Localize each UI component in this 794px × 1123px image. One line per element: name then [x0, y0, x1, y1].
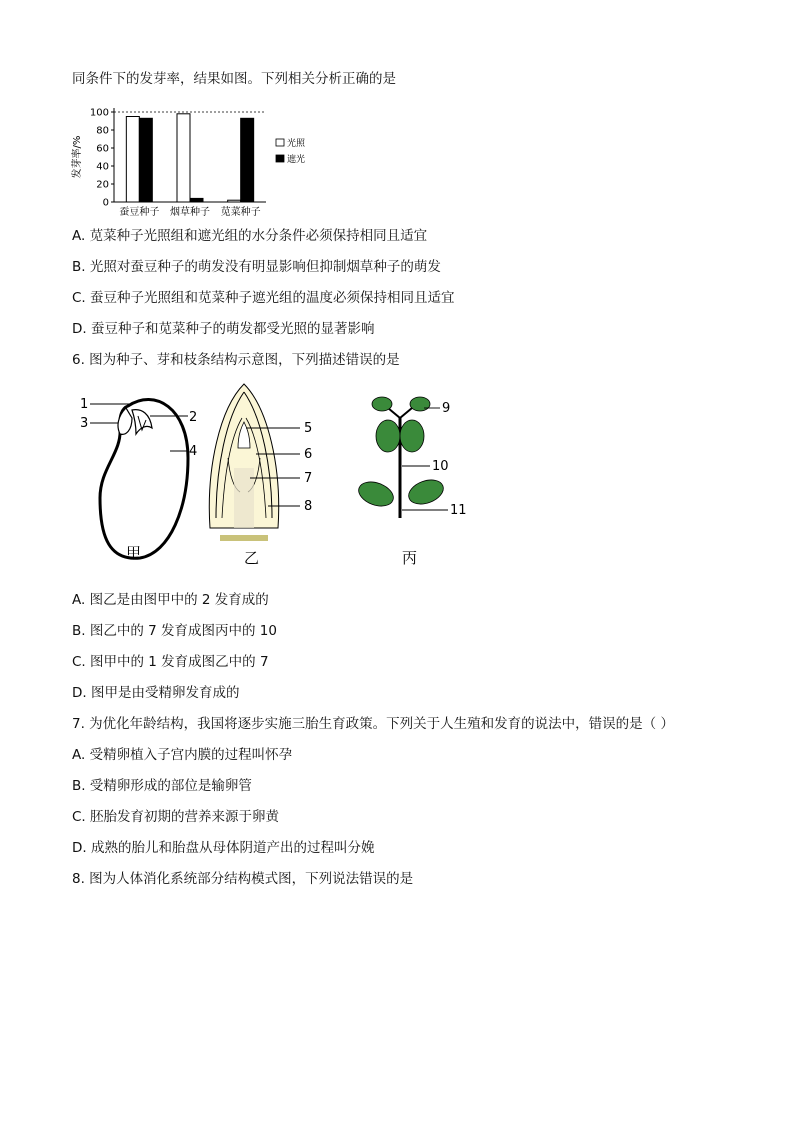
- chart-bar: [126, 117, 139, 203]
- chart-svg: [68, 98, 328, 223]
- q7-option-b: B. 受精卵形成的部位是输卵管: [72, 778, 252, 794]
- q7-option-a: A. 受精卵植入子宫内膜的过程叫怀孕: [72, 747, 293, 763]
- chart-bar: [241, 118, 254, 202]
- chart-legend-label: 遮光: [287, 155, 306, 165]
- q6-stem: 6. 图为种子、芽和枝条结构示意图，下列描述错误的是: [72, 352, 400, 368]
- chart-category-label: 烟草种子: [170, 207, 210, 218]
- chart-y-tick-label: 0: [102, 197, 109, 209]
- chart-bar: [190, 198, 203, 202]
- chart-bar: [228, 200, 241, 202]
- q7-option-d: D. 成熟的胎儿和胎盘从母体阴道产出的过程叫分娩: [72, 840, 375, 856]
- chart-category-label: 苋菜种子: [220, 207, 261, 218]
- chart-bar: [177, 114, 190, 202]
- q6-option-b: B. 图乙中的 7 发育成图丙中的 10: [72, 623, 277, 639]
- chart-bar: [139, 118, 152, 202]
- chart-y-tick-label: 20: [96, 179, 109, 191]
- q6-option-a: A. 图乙是由图甲中的 2 发育成的: [72, 592, 269, 608]
- q5-option-d: D. 蚕豆种子和苋菜种子的萌发都受光照的显著影响: [72, 321, 375, 337]
- seed-diagram: [80, 397, 197, 562]
- chart-y-tick-label: 40: [96, 161, 109, 173]
- chart-y-label: 发芽率/%: [72, 135, 83, 179]
- seed-label-1: 1: [80, 397, 89, 412]
- bud-label-7: 7: [304, 471, 313, 486]
- bud-label-8: 8: [304, 499, 313, 514]
- chart-category-label: 蚕豆种子: [119, 207, 160, 218]
- seed-bud-stem-figure: [70, 378, 490, 578]
- chart-y-tick-label: 100: [89, 107, 109, 119]
- q5-option-a: A. 苋菜种子光照组和遮光组的水分条件必须保持相同且适宜: [72, 228, 428, 244]
- q5-option-b: B. 光照对蚕豆种子的萌发没有明显影响但抑制烟草种子的萌发: [72, 259, 441, 275]
- seed-label-2: 2: [189, 410, 198, 425]
- chart-y-tick-label: 60: [96, 143, 109, 155]
- chart-legend-swatch: [276, 155, 284, 162]
- chart-legend-swatch: [276, 139, 284, 146]
- q7-stem: 7. 为优化年龄结构，我国将逐步实施三胎生育政策。下列关于人生殖和发育的说法中，错误的是（ ）: [72, 716, 674, 732]
- bud-label-5: 5: [304, 421, 313, 436]
- bud-label-6: 6: [304, 447, 313, 462]
- caption-yi: 乙: [244, 549, 260, 567]
- branch-label-9: 9: [442, 401, 451, 416]
- germination-chart: [68, 98, 328, 223]
- branch-diagram: [355, 397, 466, 567]
- q6-option-d: D. 图甲是由受精卵发育成的: [72, 685, 240, 701]
- q5-stem: 同条件下的发芽率，结果如图。下列相关分析正确的是: [72, 71, 396, 87]
- caption-jia: 甲: [126, 544, 142, 562]
- chart-legend-label: 光照: [287, 139, 306, 149]
- q8-stem: 8. 图为人体消化系统部分结构模式图，下列说法错误的是: [72, 871, 414, 887]
- chart-y-tick-label: 80: [96, 125, 109, 137]
- q6-option-c: C. 图甲中的 1 发育成图乙中的 7: [72, 654, 269, 670]
- caption-bing: 丙: [402, 549, 418, 567]
- q5-option-c: C. 蚕豆种子光照组和苋菜种子遮光组的温度必须保持相同且适宜: [72, 290, 455, 306]
- seed-label-3: 3: [80, 416, 89, 431]
- seed-label-4: 4: [189, 444, 198, 459]
- q7-option-c: C. 胚胎发育初期的营养来源于卵黄: [72, 809, 280, 825]
- bud-diagram: [209, 384, 312, 567]
- branch-label-10: 10: [432, 459, 449, 474]
- branch-label-11: 11: [450, 503, 467, 518]
